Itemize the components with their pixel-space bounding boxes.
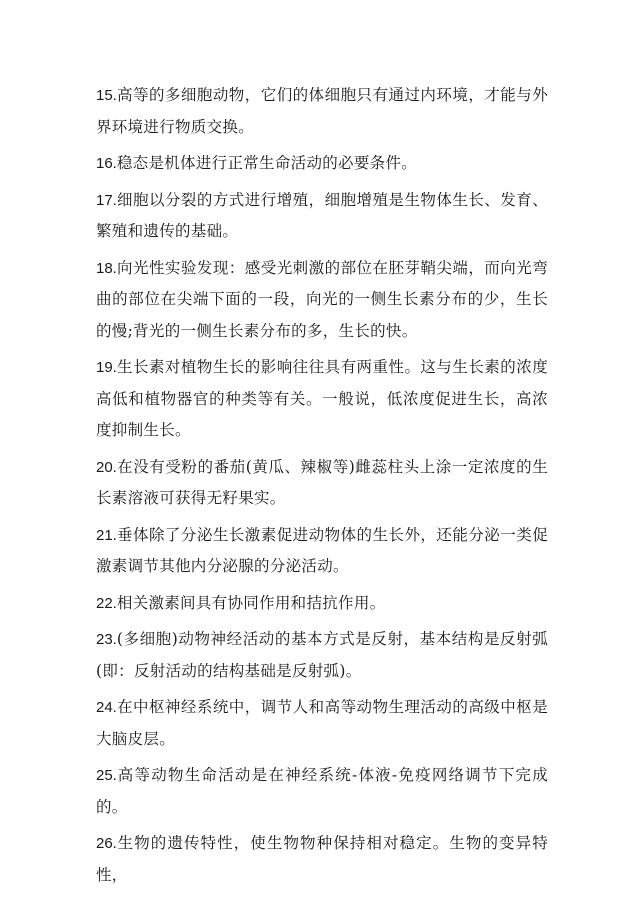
item-number: 26. (96, 835, 117, 852)
item-number: 18. (96, 259, 117, 277)
document-body (96, 80, 548, 896)
item-number: 22. (96, 594, 117, 612)
list-item (96, 692, 548, 755)
item-number: 23. (96, 631, 117, 648)
item-text: 在没有受粉的番茄(黄瓜、辣椒等)雌蕊柱头上涂一定浓度的生长素溶液可获得无籽果实。 (96, 457, 548, 507)
item-text: 向光性实验发现：感受光刺激的部位在胚芽鞘尖端，而向光弯曲的部位在尖端下面的一段，向光的一侧生长素分布的少，生长的慢;背光的一侧生长素分布的多，生长的快。 (96, 258, 548, 340)
item-text: 稳态是机体进行正常生命活动的必要条件。 (116, 154, 418, 172)
item-text: 垂体除了分泌生长激素促进动物体的生长外，还能分泌一类促激素调节其他内分泌腺的分泌活动。 (96, 525, 548, 575)
item-text: 高等动物生命活动是在神经系统-体液-免疫网络调节下完成的。 (96, 766, 548, 816)
list-item (96, 760, 548, 823)
item-number: 20. (96, 458, 117, 476)
item-text: 细胞以分裂的方式进行增殖，细胞增殖是生物体生长、发育、繁殖和遗传的基础。 (96, 190, 548, 240)
item-number: 15. (96, 87, 117, 104)
list-item (96, 520, 548, 583)
item-text: 生长素对植物生长的影响往往具有两重性。这与生长素的浓度高低和植物器官的种类等有关。一般说，低浓度促进生长，高浓度抑制生长。 (96, 358, 548, 439)
item-text: 相关激素间具有协同作用和拮抗作用。 (116, 593, 386, 612)
item-number: 24. (96, 699, 117, 716)
item-text: 在中枢神经系统中，调节人和高等动物生理活动的高级中枢是大脑皮层。 (96, 698, 548, 748)
list-item (96, 588, 548, 620)
list-item (96, 352, 548, 447)
item-number: 17. (96, 191, 117, 209)
item-number: 21. (96, 526, 117, 544)
list-item (96, 452, 548, 515)
item-number: 19. (96, 359, 117, 376)
list-item (96, 624, 548, 687)
list-item (96, 828, 548, 891)
list-item (96, 253, 548, 348)
list-item (96, 185, 548, 248)
item-text: 生物的遗传特性，使生物物种保持相对稳定。生物的变异特性， (96, 834, 548, 884)
item-number: 16. (96, 155, 117, 172)
list-item (96, 148, 548, 180)
item-text: (多细胞)动物神经活动的基本方式是反射，基本结构是反射弧(即：反射活动的结构基础是反射弧)。 (96, 630, 548, 680)
item-number: 25. (96, 767, 117, 784)
item-text: 高等的多细胞动物，它们的体细胞只有通过内环境，才能与外界环境进行物质交换。 (96, 86, 548, 136)
list-item (96, 80, 548, 143)
